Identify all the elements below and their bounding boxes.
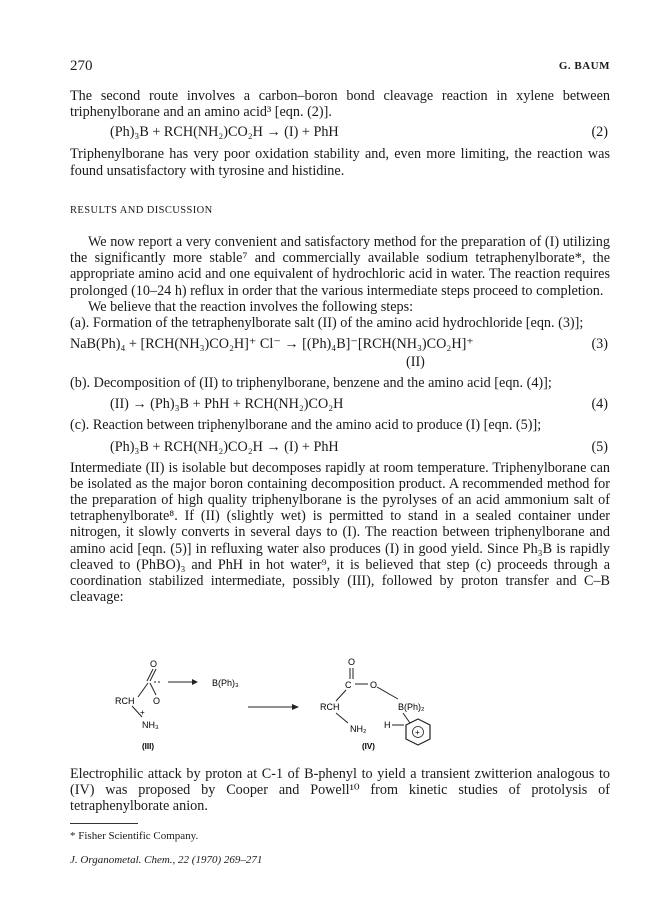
equation-5 — [70, 438, 610, 456]
step-b-text: (b). Decomposition of (II) to triphenylborane, benzene and the amino acid [eqn. (4)]; — [70, 375, 552, 392]
equation-3-sub — [70, 353, 610, 371]
step-a-text: (a). Formation of the tetraphenylborate salt (II) of the amino acid hydrochloride [eqn. (3)]; — [70, 315, 584, 332]
equation-5-number: (5) — [591, 438, 608, 455]
paragraph-electrophilic: Electrophilic attack by proton at C-1 of B-phenyl to yield a transient zwitterion analogous to (IV) was proposed by Cooper and Powell¹⁰ from kinetic studies of protolysis of tetraphenylborate anion. — [70, 766, 610, 815]
equation-3-number: (3) — [591, 336, 608, 353]
equation-2-number: (2) — [591, 124, 608, 141]
scheme-nh2: NH₂ — [350, 724, 367, 734]
paragraph-steps-intro: We believe that the reaction involves the following steps: — [88, 298, 414, 315]
section-heading: RESULTS AND DISCUSSION — [70, 205, 213, 216]
body-main — [70, 234, 610, 605]
scheme-rch-iv: RCH — [320, 702, 340, 712]
scheme-plus-iii: + — [140, 708, 145, 717]
scheme-bph3: B(Ph)₃ — [212, 678, 239, 688]
paragraph-route: The second route involves a carbon–boron bond cleavage reaction in xylene between triphenylborane and an amino acid³ [eqn. (2)]. — [70, 88, 610, 121]
section-heading-block — [70, 205, 610, 216]
page-number: 270 — [70, 58, 93, 74]
svg-text:C: C — [345, 680, 352, 690]
label-iv: (IV) — [362, 742, 375, 751]
equation-4 — [70, 395, 610, 413]
journal-citation: J. Organometal. Chem., 22 (1970) 269–271 — [70, 854, 263, 866]
scheme-rch-iii: RCH — [115, 696, 135, 706]
body-top — [70, 88, 610, 179]
scheme-o-top-iii: O — [150, 659, 158, 669]
footnote-rule — [70, 823, 138, 824]
author-header: G. BAUM — [558, 60, 610, 72]
scheme-o-bottom-iii: O — [153, 696, 161, 706]
equation-4-expr: (II) → (Ph)₃B + PhH + RCH(NH₂)CO₂H — [110, 396, 344, 413]
scheme-o-top-iv: O — [348, 657, 356, 667]
reaction-scheme — [100, 655, 580, 755]
equation-3-label: (II) — [406, 354, 425, 371]
equation-4-number: (4) — [591, 396, 608, 413]
equation-2 — [70, 123, 610, 141]
footnote-block — [70, 823, 610, 866]
label-iii: (III) — [142, 742, 154, 751]
scheme-o-ring-iv: O — [370, 680, 378, 690]
paragraph-intermediate: Intermediate (II) is isolable but decomposes rapidly at room temperature. Triphenylborane can be isolated as the major boron containing decomposition product. A recommended method for the preparation of high quality triphenylborane is the pyrolyses of an acid ammonium salt of tetraphenylborate⁸. If (II) (slightly wet) is permitted to stand in a sealed container under nitrogen, it slowly converts in several days to (I). The reaction between triphenylborane and amino acid [eqn. (5)] in refluxing water also produces (I) in good yield. Since Ph₃B is rapidly cleaved to (PhBO)₃ and PhH in hot water⁹, it is believed that step (c) proceeds through a coordination stabilized intermediate, possibly (III), followed by proton transfer and C–B cleavage: — [70, 459, 610, 606]
paragraph-method: We now report a very convenient and satisfactory method for the preparation of (I) utilizing the significantly more stable⁷ and commercially available sodium tetraphenylborate*, the appropriate amino acid and one equivalent of hydrochloric acid in water. The reaction requires prolonged (10–24 h) reflux in order that the various intermediate steps proceed to completion. — [70, 234, 610, 299]
scheme-bph2: B(Ph)₂ — [398, 702, 425, 712]
equation-2-expr: (Ph)₃B + RCH(NH₂)CO₂H → (I) + PhH — [110, 124, 339, 141]
equation-3-expr: NaB(Ph)₄ + [RCH(NH₃)CO₂H]⁺ Cl⁻ → [(Ph)₄B]⁻[RCH(NH₃)CO₂H]⁺ — [70, 336, 474, 353]
running-header — [70, 58, 610, 78]
equation-5-expr: (Ph)₃B + RCH(NH₂)CO₂H → (I) + PhH — [110, 438, 339, 455]
scheme-nh3: NH₃ — [142, 720, 159, 730]
paragraph-triphenylborane: Triphenylborane has very poor oxidation stability and, even more limiting, the reaction was found unsatisfactory with tyrosine and histidine. — [70, 146, 610, 179]
body-bottom — [70, 766, 610, 815]
footnote: * Fisher Scientific Company. — [70, 830, 199, 842]
scheme-plus-iv: + — [415, 728, 420, 737]
step-c-text: (c). Reaction between triphenylborane and the amino acid to produce (I) [eqn. (5)]; — [70, 417, 542, 434]
equation-3 — [70, 335, 610, 353]
scheme-h: H — [384, 720, 391, 730]
